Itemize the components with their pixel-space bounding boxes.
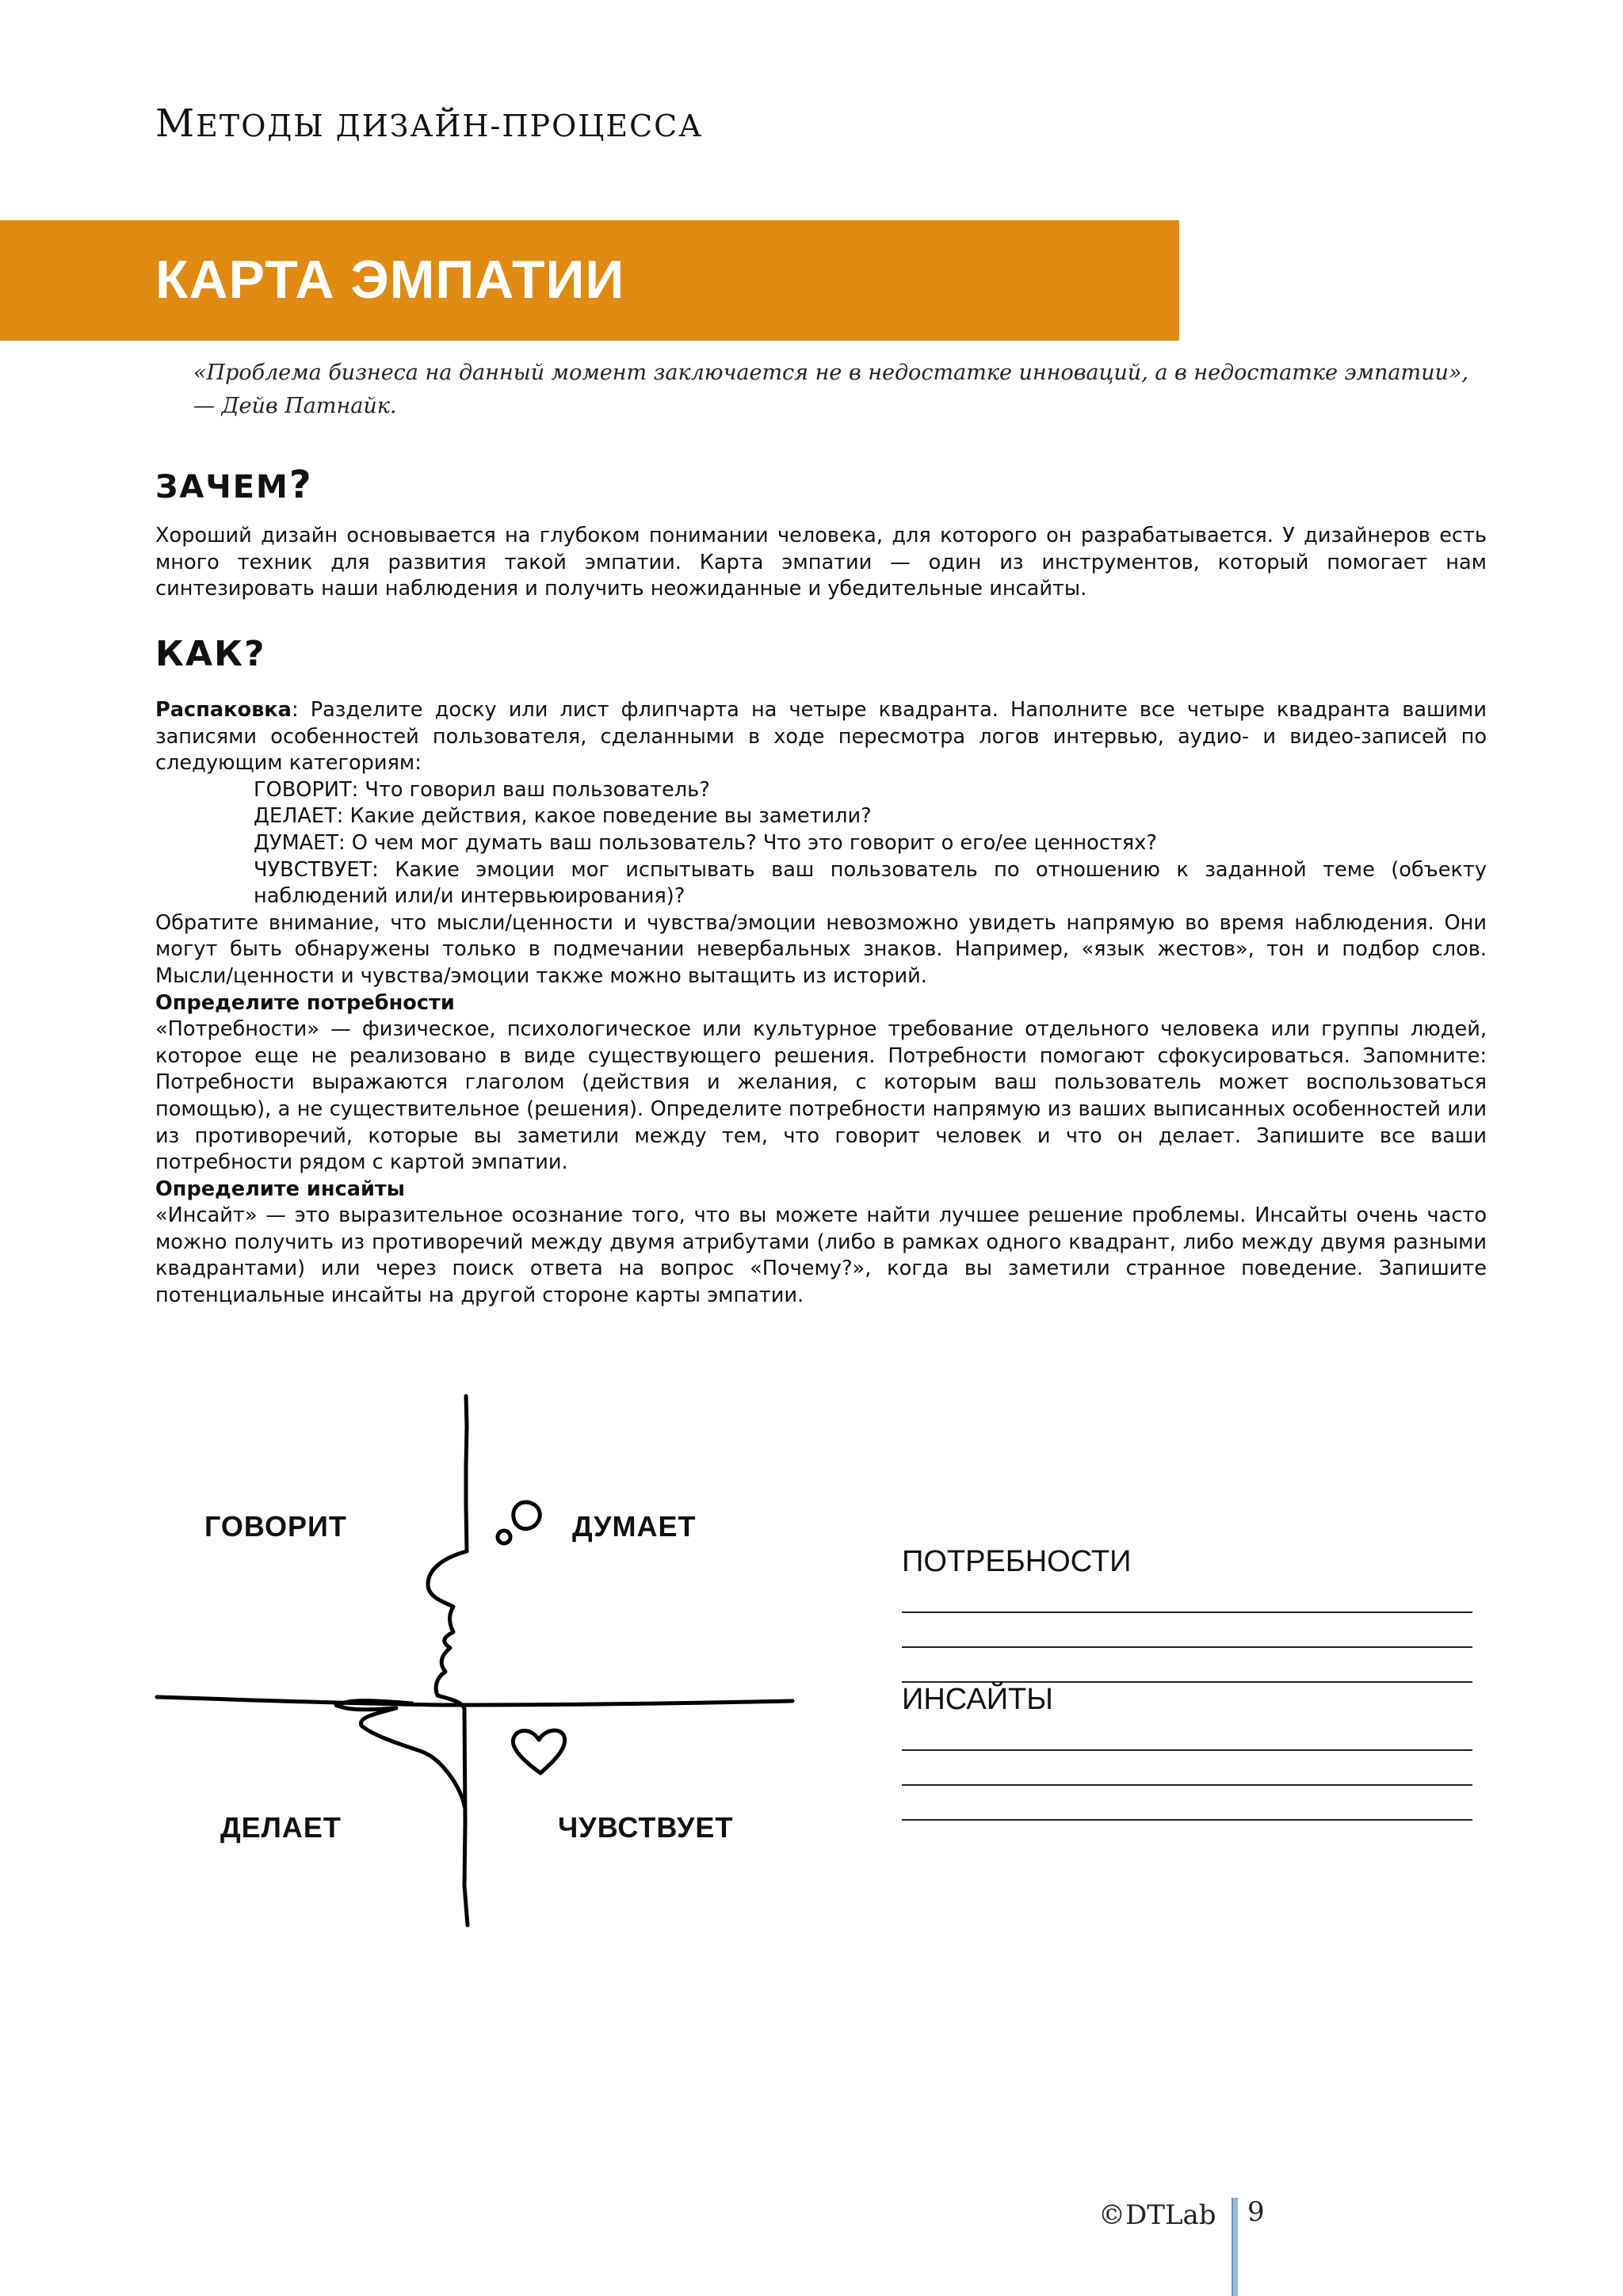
thought-bubble-small [498,1531,510,1543]
quadrant-says: ГОВОРИТ [204,1510,347,1543]
category-thinks: ДУМАЕТ: О чем мог думать ваш пользователь? Что это говорит о его/ее ценностях? [254,830,1157,855]
thought-bubble-large [514,1502,540,1529]
quadrant-thinks: ДУМАЕТ [572,1510,697,1543]
insights-heading: Определите инсайты [155,1177,405,1201]
header-rest: ЕТОДЫ ДИЗАЙН-ПРОЦЕССА [196,109,704,143]
insights-paragraph: «Инсайт» — это выразительное осознание того, что вы можете найти лучшее решение проблемы. Инсайты очень часто можно получить из противоречий между двумя атрибутами (либо в рамках одного квадрант, либо между двумя разными квадрантами) или через поиск ответа на вопрос «Почему?», когда вы заметили странное поведение. Запишите потенциальные инсайты на другой стороне карты эмпатии. [155,1203,1487,1308]
footer-divider [1232,2198,1238,2296]
needs-paragraph: «Потребности» — физическое, психологическое или культурное требование отдельного человека или группы людей, которое еще не реализовано в виде существующего решения. Потребности помогают сфокусироваться. Запомните: Потребности выражаются глаголом (действия и желания, с которым ваш пользователь может воспользоваться помощью), а не существительное (решения). Определите потребности напрямую из ваших выписанных особенностей или из противоречий, которые вы заметили между тем, что говорит человек и что он делает. Запишите все ваши потребности рядом с картой эмпатии. [155,1017,1487,1175]
category-list [155,777,1487,910]
header-initial: М [155,101,197,146]
category-feels: ЧУВСТВУЕТ: Какие эмоции мог испытывать ваш пользователь по отношению к заданной теме (объекту наблюдений или/и интервьюирования)? [254,857,1487,909]
hand-gesture [336,1705,464,1806]
how-heading: КАК? [155,634,266,674]
footer-copyright: ©DTLab [1098,2199,1216,2231]
why-heading: ЗАЧЕМ? [155,463,313,507]
insights-line-3 [902,1819,1472,1821]
header-title [155,101,703,146]
horizontal-axis [157,1697,792,1705]
needs-line-1 [902,1611,1472,1613]
how-body [155,697,1487,1310]
quadrant-does: ДЕЛАЕТ [220,1811,342,1844]
insights-line-2 [902,1784,1472,1786]
why-paragraph: Хороший дизайн основывается на глубоком понимании человека, для которого он разрабатывается. У дизайнеров есть много техник для развития такой эмпатии. Карта эмпатии — один из инструментов, который помогает нам синтезировать наши наблюдения и получить неожиданные и убедительные инсайты. [155,524,1487,601]
category-says: ГОВОРИТ: Что говорил ваш пользователь? [254,777,710,802]
category-does: ДЕЛАЕТ: Какие действия, какое поведение вы заметили? [254,804,872,829]
unpack-paragraph: Распаковка: Разделите доску или лист флипчарта на четыре квадранта. Наполните все четыре квадранта вашими записями особенностей пользователя, сделанными в ходе пересмотра логов интервью, аудио- и видео-записей по следующим категориям: [155,698,1487,776]
page-number: 9 [1247,2196,1265,2228]
observation-note: Обратите внимание, что мысли/ценности и чувства/эмоции невозможно увидеть напрямую во время наблюдения. Они могут быть обнаружены только в подмечании невербальных знаков. Например, «язык жестов», тон и подбор слов. Мысли/ценности и чувства/эмоции также можно вытащить из историй. [155,910,1487,988]
section-banner [0,220,1179,341]
heart-icon [513,1730,564,1773]
quadrant-feels: ЧУВСТВУЕТ [558,1811,734,1844]
empathy-map-drawing [0,1379,872,1949]
insights-label: ИНСАЙТЫ [902,1683,1053,1716]
head-profile [428,1551,468,1925]
page-title: КАРТА ЭМПАТИИ [155,250,625,310]
unpack-label: Распаковка [155,698,292,722]
needs-line-2 [902,1646,1472,1648]
insights-line-1 [902,1749,1472,1751]
needs-heading: Определите потребности [155,990,455,1015]
epigraph-quote: «Проблема бизнеса на данный момент заключается не в недостатке инноваций, а в недостатке эмпатии», — Дейв Патнайк. [193,360,1469,418]
vertical-axis [466,1396,467,1551]
needs-label: ПОТРЕБНОСТИ [902,1545,1132,1578]
